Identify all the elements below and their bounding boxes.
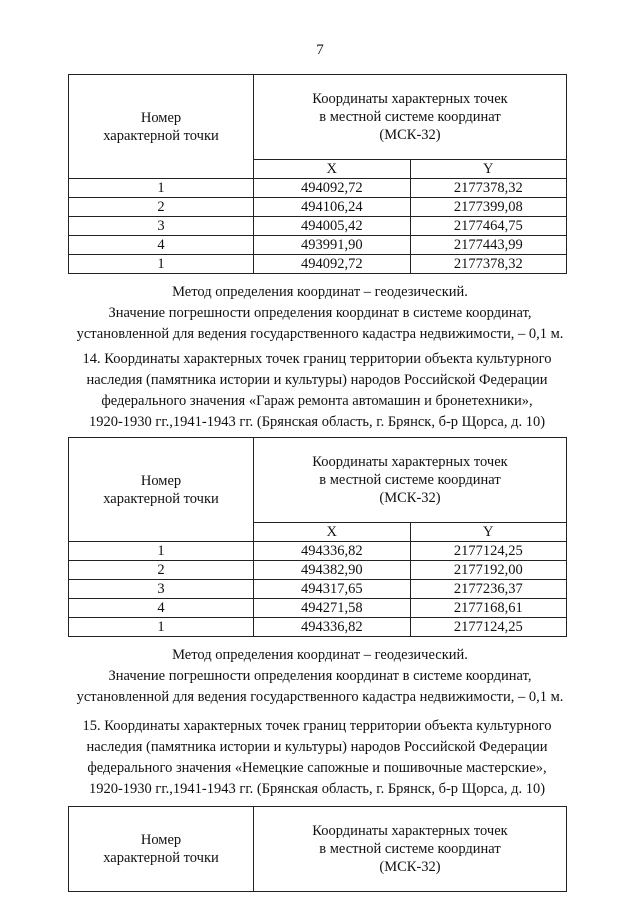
x-value: 494005,42 (254, 217, 411, 236)
point-number: 1 (69, 255, 254, 274)
table-row (69, 542, 567, 561)
section-line: 14. Координаты характерных точек границ территории объекта культурного (82, 351, 552, 367)
header-line: (МСК-32) (379, 859, 441, 875)
y-value: 2177124,25 (410, 542, 567, 561)
point-number: 3 (69, 217, 254, 236)
x-value: 494382,90 (254, 561, 411, 580)
section-line: федерального значения «Немецкие сапожные и пошивочные мастерские», (87, 760, 547, 776)
coordinates-column-header (254, 75, 567, 160)
x-value: 494336,82 (254, 618, 411, 637)
x-value: 494317,65 (254, 580, 411, 599)
header-line: Координаты характерных точек (312, 823, 508, 839)
point-number: 1 (69, 618, 254, 637)
table-row (69, 198, 567, 217)
method-text: Метод определения координат – геодезический. (172, 647, 468, 663)
table-row (69, 580, 567, 599)
header-line: (МСК-32) (379, 127, 441, 143)
method-text: Метод определения координат – геодезический. (172, 284, 468, 300)
x-column-header: X (254, 160, 411, 179)
header-line: Координаты характерных точек (312, 454, 508, 470)
y-value: 2177464,75 (410, 217, 567, 236)
y-value: 2177399,08 (410, 198, 567, 217)
y-column-header: Y (410, 160, 567, 179)
section-line: 15. Координаты характерных точек границ территории объекта культурного (82, 718, 552, 734)
x-value: 494271,58 (254, 599, 411, 618)
header-line: (МСК-32) (379, 490, 441, 506)
section-line: наследия (памятника истории и культуры) народов Российской Федерации (86, 372, 548, 388)
y-value: 2177443,99 (410, 236, 567, 255)
section-line: 1920-1930 гг.,1941-1943 гг. (Брянская область, г. Брянск, б-р Щорса, д. 10) (88, 781, 546, 797)
y-value: 2177378,32 (410, 255, 567, 274)
coordinates-table-2 (68, 437, 567, 637)
header-line: характерной точки (103, 127, 219, 144)
point-number: 1 (69, 542, 254, 561)
x-column-header: X (254, 523, 411, 542)
accuracy-text: установленной для ведения государственного кадастра недвижимости, – 0,1 м. (76, 689, 564, 705)
y-value: 2177236,37 (410, 580, 567, 599)
table-row (69, 599, 567, 618)
y-value: 2177378,32 (410, 179, 567, 198)
point-number: 1 (69, 179, 254, 198)
number-column-header (69, 807, 254, 892)
table-header-row (69, 438, 567, 523)
section-line: 1920-1930 гг.,1941-1943 гг. (Брянская область, г. Брянск, б-р Щорса, д. 10) (88, 414, 546, 430)
coordinates-table-1 (68, 74, 567, 274)
table-row (69, 236, 567, 255)
accuracy-text: Значение погрешности определения координат в системе координат, (108, 668, 532, 684)
coordinates-table-3 (68, 806, 567, 892)
section-14-heading (62, 349, 572, 433)
table-row (69, 179, 567, 198)
header-line: в местной системе координат (319, 109, 501, 125)
method-note-2 (0, 645, 640, 708)
section-15-heading (62, 716, 572, 800)
table-row (69, 618, 567, 637)
section-line: наследия (памятника истории и культуры) народов Российской Федерации (86, 739, 548, 755)
point-number: 3 (69, 580, 254, 599)
table-header-row (69, 75, 567, 160)
page-number: 7 (316, 42, 324, 58)
y-column-header: Y (410, 523, 567, 542)
header-line: Номер (140, 832, 182, 848)
x-value: 494106,24 (254, 198, 411, 217)
section-line: федерального значения «Гараж ремонта автомашин и бронетехники», (101, 393, 533, 409)
header-line: Номер (140, 472, 182, 489)
table-row (69, 217, 567, 236)
header-line: Координаты характерных точек (312, 91, 508, 107)
accuracy-text: Значение погрешности определения координат в системе координат, (108, 305, 532, 321)
number-column-header (69, 75, 254, 179)
table-header-row (69, 807, 567, 892)
header-line: в местной системе координат (319, 841, 501, 857)
table-row (69, 255, 567, 274)
accuracy-text: установленной для ведения государственного кадастра недвижимости, – 0,1 м. (76, 326, 564, 342)
header-line: в местной системе координат (319, 472, 501, 488)
coordinates-column-header (254, 807, 567, 892)
x-value: 494336,82 (254, 542, 411, 561)
number-column-header (69, 438, 254, 542)
point-number: 2 (69, 561, 254, 580)
y-value: 2177124,25 (410, 618, 567, 637)
point-number: 2 (69, 198, 254, 217)
x-value: 493991,90 (254, 236, 411, 255)
point-number: 4 (69, 599, 254, 618)
coordinates-column-header (254, 438, 567, 523)
y-value: 2177168,61 (410, 599, 567, 618)
header-line: характерной точки (103, 850, 219, 866)
point-number: 4 (69, 236, 254, 255)
method-note-1 (0, 282, 640, 345)
header-line: Номер (140, 109, 182, 126)
x-value: 494092,72 (254, 179, 411, 198)
x-value: 494092,72 (254, 255, 411, 274)
table-row (69, 561, 567, 580)
header-line: характерной точки (103, 490, 219, 507)
y-value: 2177192,00 (410, 561, 567, 580)
